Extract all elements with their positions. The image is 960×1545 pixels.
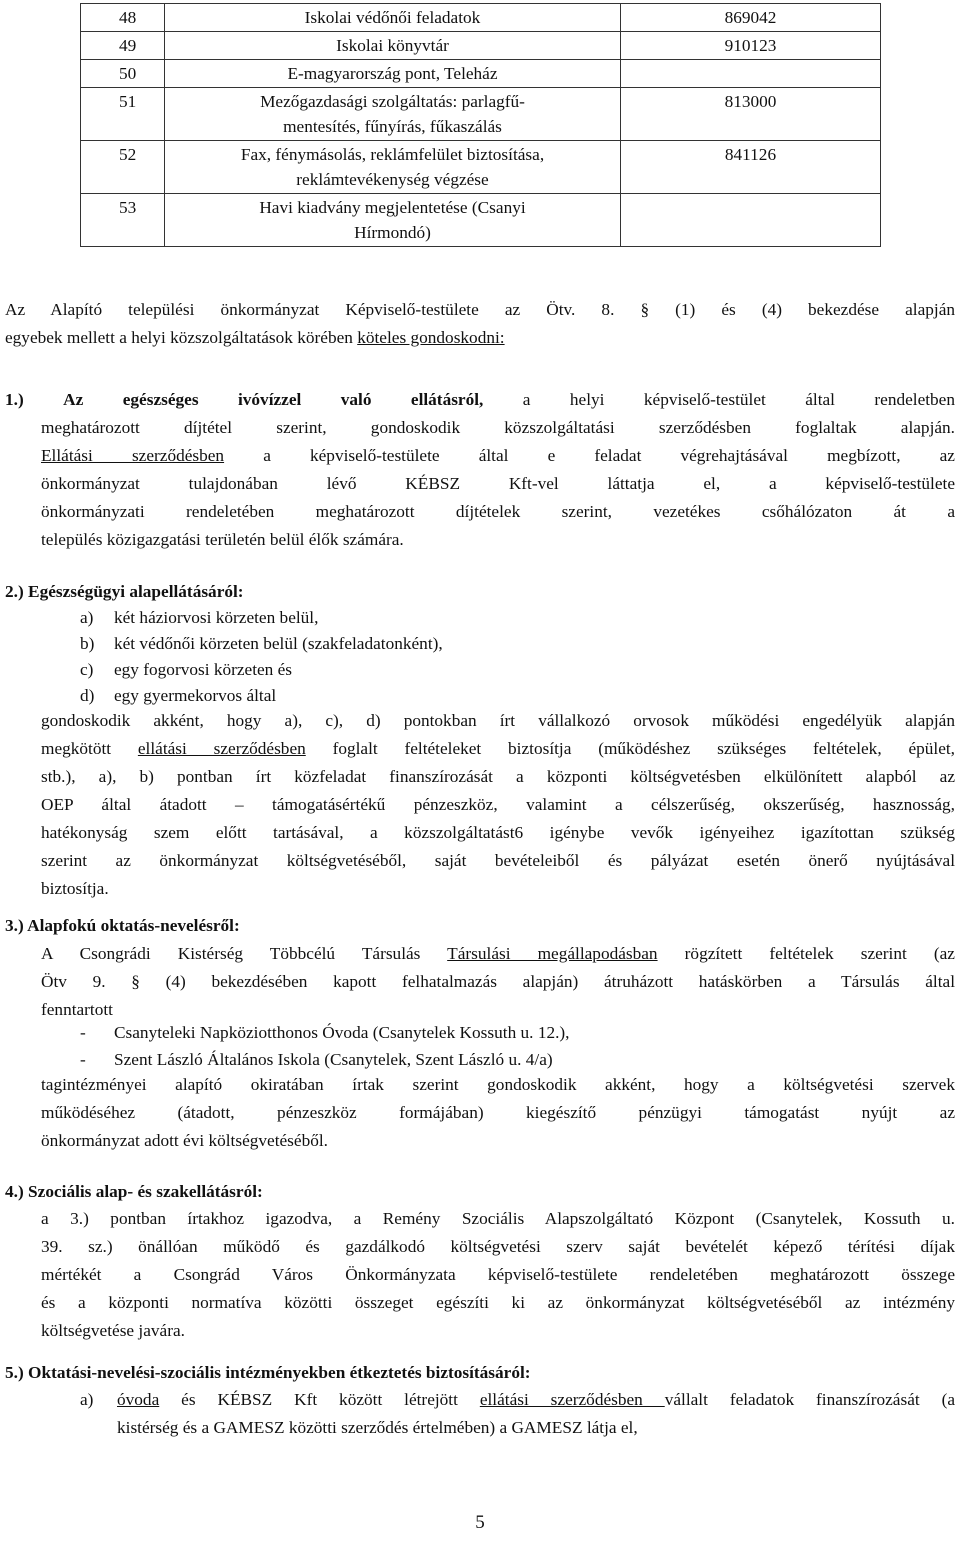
row-activity (165, 88, 621, 141)
section-1-line-5: önkormányzati rendeletében meghatározott díjtételek szerint, vezetékes csőhálózaton át a (41, 502, 955, 521)
section-5-line-1 (117, 1386, 955, 1414)
contract-phrase: ellátási szerződésben (479, 1390, 665, 1409)
table-row (81, 32, 881, 60)
section-2-line-5: hatékonyság szem előtt tartásával, a közszolgáltatást6 igénybe vevők igényeihez igazítottan szükség (41, 823, 955, 842)
list-item (80, 631, 443, 657)
section-5-heading (5, 1359, 531, 1387)
list-text: egy gyermekorvos által (114, 686, 277, 705)
section-2-text: foglalt feltételeket biztosítja (működéshez szükséges feltételek, épület, (305, 739, 955, 758)
row-number: 49 (81, 32, 165, 60)
section-5-number: 5.) (5, 1363, 24, 1382)
row-code: 841126 (621, 141, 881, 194)
section-4-line-4: és a központi normatíva közötti összeget egészíti ki az önkormányzat költségvetéséből az intézmény (41, 1293, 955, 1312)
list-label: a) (80, 1390, 94, 1409)
section-3-line-4: tagintézményei alapító okiratában írtak szerint gondoskodik akként, hogy a költségvetési szervek (41, 1075, 955, 1094)
list-label: a) (80, 608, 94, 627)
section-4-heading (5, 1178, 263, 1206)
activity-line: E-magyarország pont, Teleház (287, 64, 498, 83)
row-code (621, 194, 881, 247)
row-activity (165, 32, 621, 60)
list-item (80, 657, 443, 683)
row-code: 869042 (621, 4, 881, 32)
intro-line-1: Az Alapító települési önkormányzat Képviselő-testülete az Ötv. 8. § (1) és (4) bekezdése alapján (5, 300, 955, 319)
obligation-phrase: köteles gondoskodni: (357, 328, 505, 347)
section-2-text: megkötött (41, 739, 138, 758)
contract-phrase: Ellátási szerződésben (41, 446, 225, 465)
section-2-line-3: stb.), a), b) pontban írt közfeladat finanszírozását a központi költségvetésben elkülönített alapból az (41, 767, 955, 786)
section-1-line-3 (5, 442, 955, 470)
activity-line: Fax, fénymásolás, reklámfelület biztosítása, (240, 145, 545, 164)
section-5-text-part: és KÉBSZ Kft között létrejött (159, 1390, 480, 1409)
activity-line: Iskolai könyvtár (336, 36, 449, 55)
section-5-title: Oktatási-nevelési-szociális intézményekben étkeztetés biztosításáról: (28, 1363, 531, 1382)
row-number: 51 (81, 88, 165, 141)
list-text: két védőnői körzeten belül (szakfeladatonként), (114, 634, 443, 653)
table-row (81, 141, 881, 194)
section-3-body (41, 940, 955, 1024)
section-1-line-4: önkormányzat tulajdonában lévő KÉBSZ Kft-vel láttatja el, a képviselő-testülete (41, 474, 955, 493)
section-1-number: 1.) (5, 390, 24, 409)
section-4-number: 4.) (5, 1182, 24, 1201)
page-number: 5 (475, 1512, 485, 1533)
row-number: 48 (81, 4, 165, 32)
table-row (81, 88, 881, 141)
list-item (80, 1019, 570, 1046)
table-row (81, 4, 881, 32)
list-label: b) (80, 634, 95, 653)
list-label: c) (80, 660, 94, 679)
activity-line: Hírmondó) (354, 223, 431, 242)
section-3-text: rögzített feltételek szerint (az (657, 944, 955, 963)
row-code: 813000 (621, 88, 881, 141)
section-3-line-3: fenntartott (41, 1000, 113, 1019)
row-activity (165, 141, 621, 194)
section-2-number: 2.) (5, 582, 24, 601)
table-body (81, 4, 881, 247)
intro-paragraph (5, 296, 955, 352)
section-4-title: Szociális alap- és szakellátásról: (28, 1182, 263, 1201)
section-4-line-5: költségvetése javára. (41, 1321, 185, 1340)
section-1-title: Az egészséges ivóvízzel való ellátásról, (63, 390, 484, 409)
service-table (80, 3, 881, 247)
activity-line: Iskolai védőnői feladatok (304, 8, 481, 27)
section-2-body (41, 707, 955, 903)
table-row (81, 194, 881, 247)
section-3-text: A Csongrádi Kistérség Többcélú Társulás (41, 944, 448, 963)
activity-line: Mezőgazdasági szolgáltatás: parlagfű- (260, 92, 525, 111)
contract-phrase: ellátási szerződésben (137, 739, 306, 758)
kindergarten-link: óvoda (117, 1390, 160, 1409)
section-2-line-2 (41, 735, 955, 763)
section-2-title: Egészségügyi alapellátásáról: (28, 582, 244, 601)
section-1-line-2: meghatározott díjtétel szerint, gondoskodik közszolgáltatási szerződésben foglaltak alapján. (41, 418, 955, 437)
list-item (80, 1046, 570, 1073)
activity-line: Havi kiadvány megjelentetése (Csanyi (259, 198, 526, 217)
row-code: 910123 (621, 32, 881, 60)
activity-line: reklámtevékenység végzése (296, 170, 489, 189)
section-1-line-1 (5, 386, 955, 414)
section-1-line-6: település közigazgatási területén belül élők számára. (41, 530, 404, 549)
section-2-list (80, 605, 443, 709)
row-activity (165, 4, 621, 32)
section-3-line-1 (41, 940, 955, 968)
list-item (80, 683, 443, 709)
section-5-text-part: vállalt feladatok finanszírozását (a (664, 1390, 955, 1409)
section-5-text (117, 1386, 955, 1442)
section-2-line-6: szerint az önkormányzat költségvetéséből, saját bevételeiből és pályázat esetén önerő nyújtásával (41, 851, 955, 870)
intro-text: egyebek mellett a helyi közszolgáltatások körében (5, 328, 358, 347)
section-3-list (80, 1019, 570, 1073)
row-code (621, 60, 881, 88)
row-number: 53 (81, 194, 165, 247)
list-text: egy fogorvosi körzeten és (114, 660, 293, 679)
section-2-line-4: OEP által átadott – támogatásértékű pénzeszköz, valamint a célszerűség, okszerűség, hasznosság, (41, 795, 955, 814)
section-3-line-2: Ötv 9. § (4) bekezdésében kapott felhatalmazás alapján) átruházott hatáskörben a Társulás által (41, 972, 955, 991)
section-1 (5, 386, 955, 554)
section-4-line-3: mértékét a Csongrád Város Önkormányzata képviselő-testülete rendeletében meghatározott összege (41, 1265, 955, 1284)
list-text: Csanyteleki Napköziotthonos Óvoda (Csanytelek Kossuth u. 12.), (114, 1023, 570, 1042)
section-1-text: a helyi képviselő-testület által rendeletben (483, 390, 955, 409)
list-label: d) (80, 686, 95, 705)
row-activity (165, 60, 621, 88)
section-4-line-1: a 3.) pontban írtakhoz igazodva, a Remény Szociális Alapszolgáltató Központ (Csanytelek, Kossuth u. (41, 1209, 955, 1228)
section-3-line-5: működéséhez (átadott, pénzeszköz formájában) kiegészítő pénzügyi támogatást nyújt az (41, 1103, 955, 1122)
section-2-heading (5, 578, 244, 606)
agreement-phrase: Társulási megállapodásban (447, 944, 658, 963)
section-3-heading (5, 912, 240, 940)
section-3-title: Alapfokú oktatás-nevelésről: (27, 916, 240, 935)
row-number: 52 (81, 141, 165, 194)
list-label: - (80, 1023, 86, 1042)
section-2-line-1: gondoskodik akként, hogy a), c), d) pontokban írt vállalkozó orvosok működési engedélyük alapján (41, 711, 955, 730)
section-2-line-7: biztosítja. (41, 879, 109, 898)
section-1-text: a képviselő-testülete által e feladat végrehajtásával megbízott, az (224, 446, 955, 465)
row-number: 50 (81, 60, 165, 88)
section-4-body (41, 1205, 955, 1345)
list-text: Szent László Általános Iskola (Csanytelek, Szent László u. 4/a) (114, 1050, 553, 1069)
section-5-line-2: kistérség és a GAMESZ közötti szerződés értelmében) a GAMESZ látja el, (117, 1418, 638, 1437)
intro-line-2 (5, 324, 955, 352)
section-3-body-2 (41, 1071, 955, 1155)
section-4-line-2: 39. sz.) önállóan működő és gazdálkodó költségvetési szerv saját bevételét képező térítési díjak (41, 1237, 955, 1256)
activity-line: mentesítés, fűnyírás, fűkaszálás (283, 117, 502, 136)
list-text: két háziorvosi körzeten belül, (114, 608, 319, 627)
section-3-number: 3.) (5, 916, 24, 935)
section-3-line-6: önkormányzat adott évi költségvetéséből. (41, 1131, 328, 1150)
list-item (80, 605, 443, 631)
list-label: - (80, 1050, 86, 1069)
table-row (81, 60, 881, 88)
row-activity (165, 194, 621, 247)
